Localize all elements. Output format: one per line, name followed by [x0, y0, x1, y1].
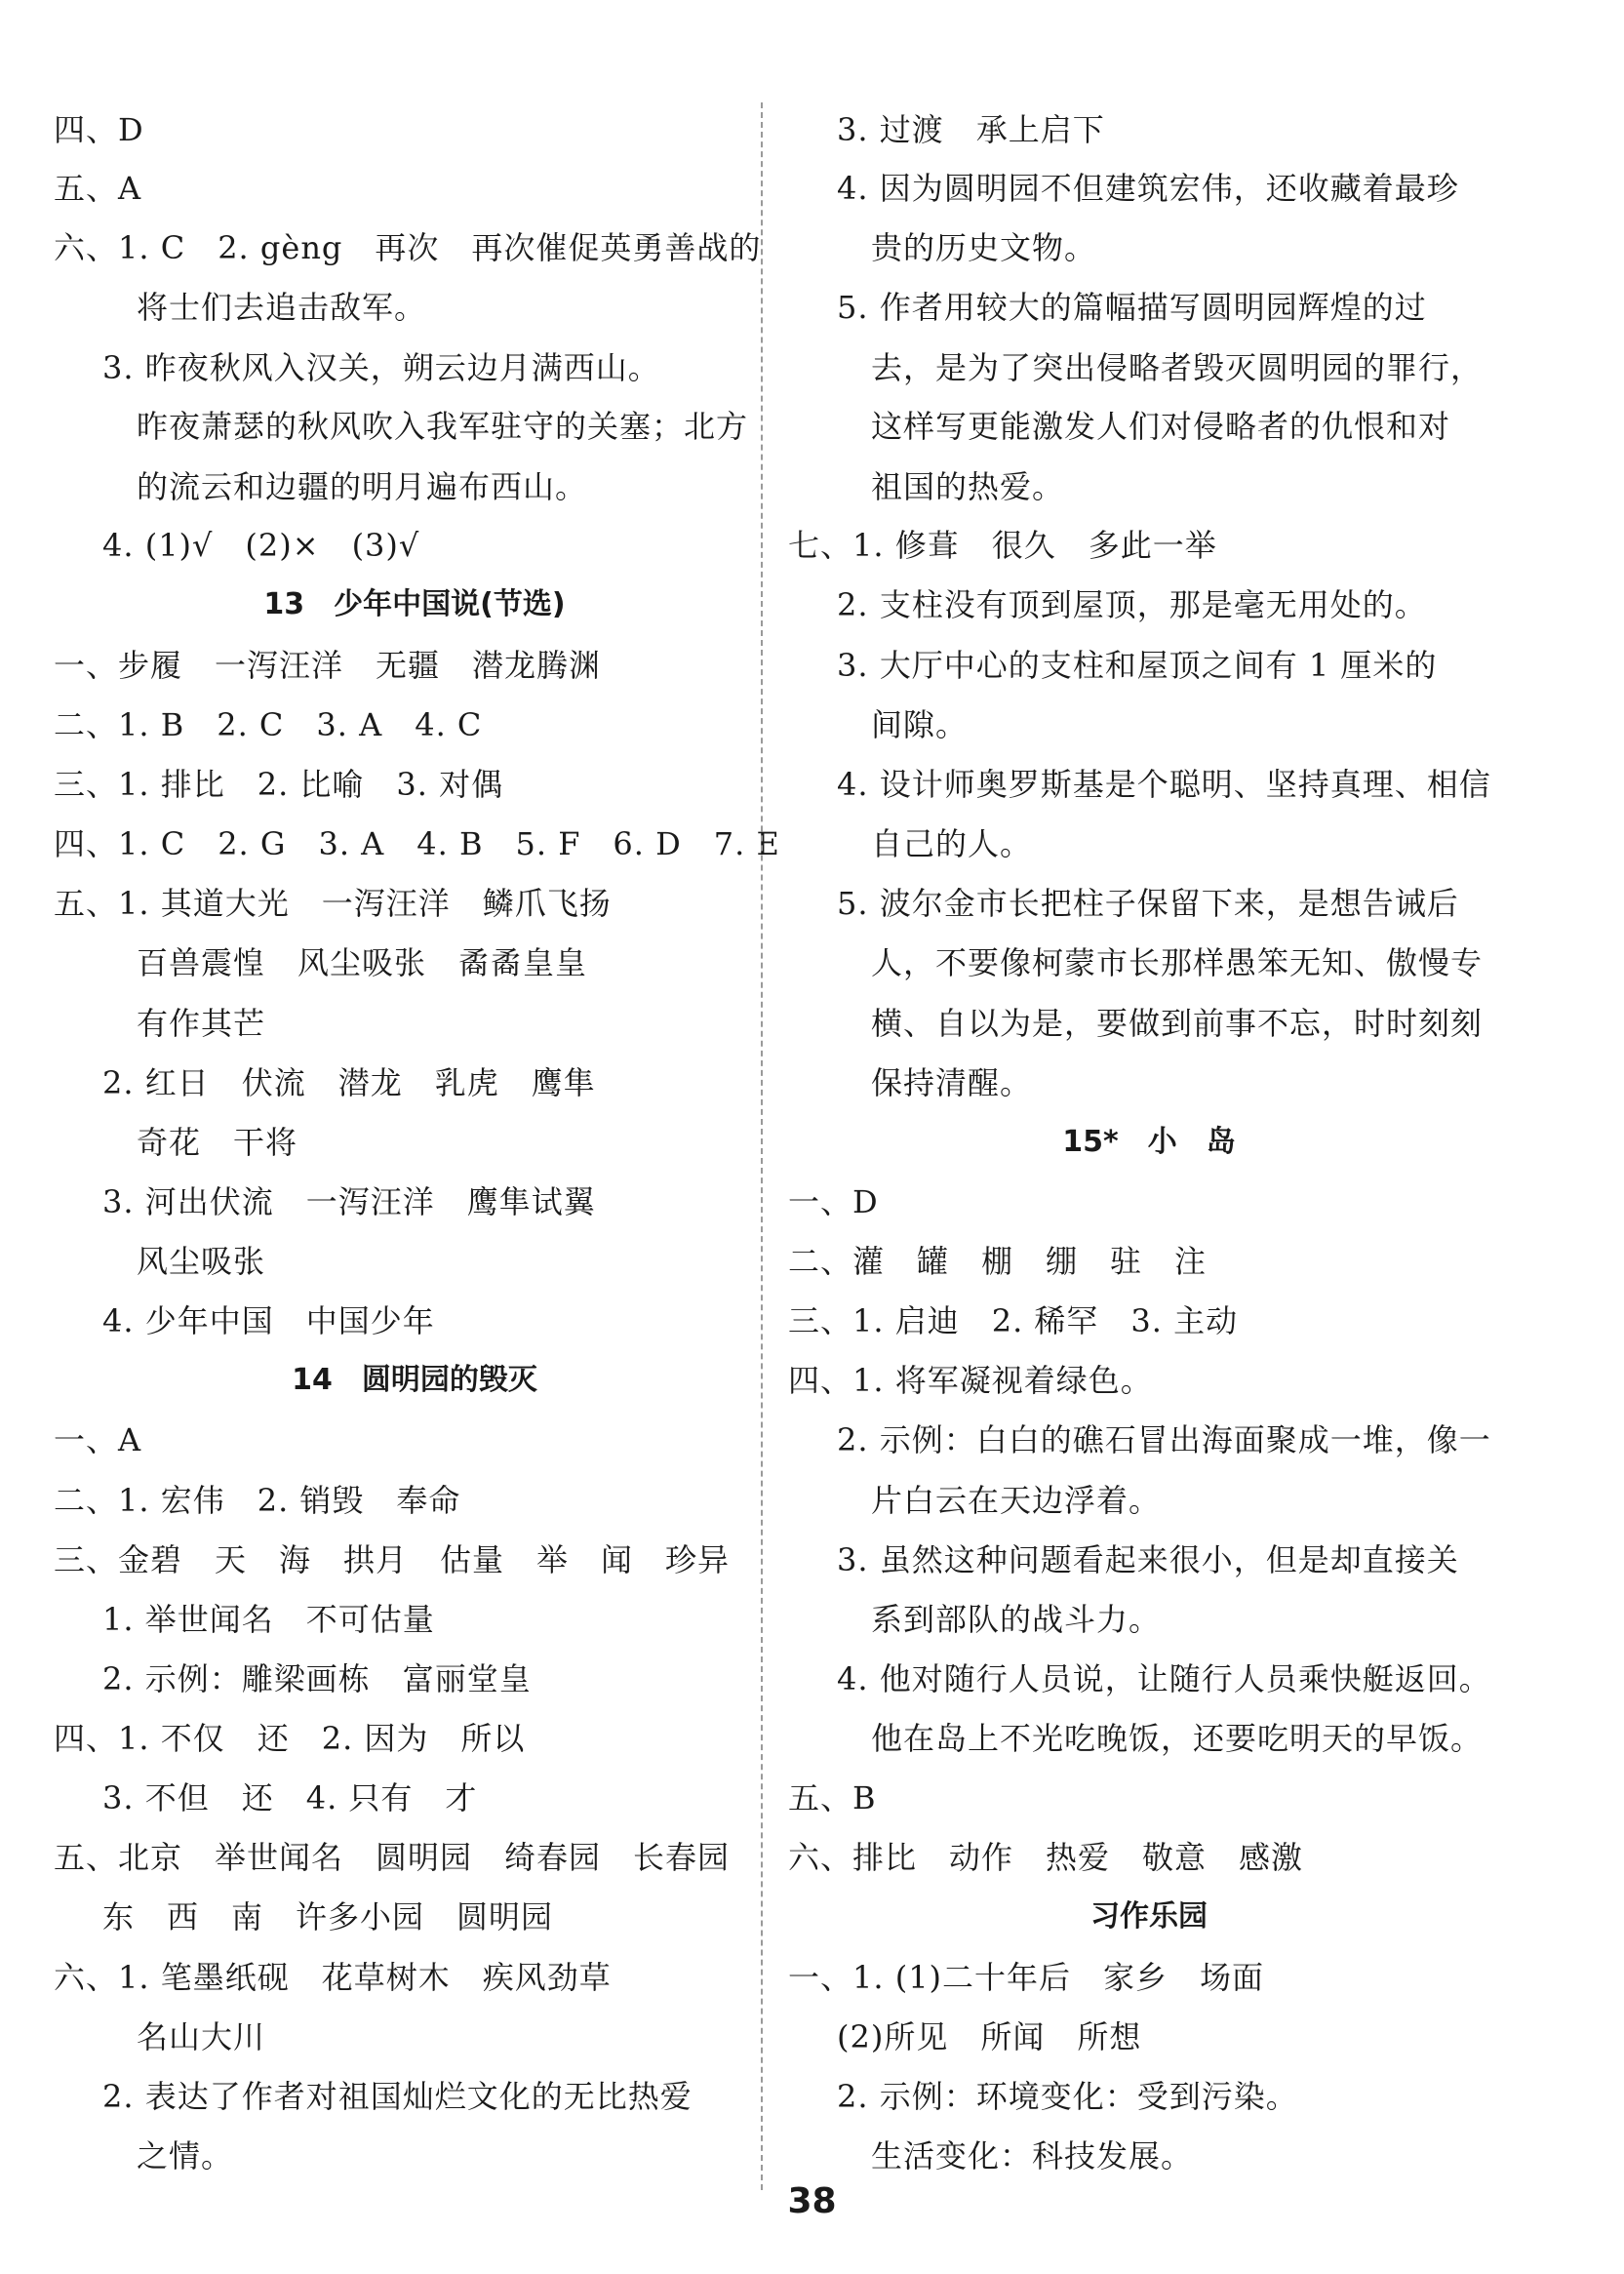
answer-line: 人，不要像柯蒙市长那样愚笨无知、傲慢专	[871, 944, 1484, 981]
answer-line: 系到部队的战斗力。	[871, 1601, 1162, 1638]
answer-line: 4. (1)√ (2)× (3)√	[102, 527, 420, 564]
answer-line: 2. 红日 伏流 潜龙 乳虎 鹰隼	[102, 1064, 596, 1101]
answer-line: 2. 示例：环境变化：受到污染。	[837, 2078, 1298, 2115]
answer-line: 三、1. 启迪 2. 稀罕 3. 主动	[788, 1302, 1239, 1339]
answer-line: 保持清醒。	[871, 1064, 1033, 1101]
answer-line: 六、1. C 2. gèng 再次 再次催促英勇善战的	[54, 229, 762, 266]
answer-line: 名山大川	[137, 2018, 266, 2055]
answer-line: 五、A	[54, 170, 142, 207]
answer-line: (2)所见 所闻 所想	[837, 2018, 1142, 2055]
answer-line: 三、金碧 天 海 拱月 估量 举 闻 珍异	[54, 1541, 731, 1578]
answer-line: 生活变化：科技发展。	[871, 2137, 1194, 2174]
answer-line: 3. 不但 还 4. 只有 才	[102, 1779, 478, 1816]
answer-line: 二、1. 宏伟 2. 销毁 奉命	[54, 1482, 461, 1519]
section-heading-15: 15* 小 岛	[1062, 1125, 1236, 1159]
answer-line: 3. 大厅中心的支柱和屋顶之间有 1 厘米的	[837, 647, 1438, 684]
answer-line: 1. 举世闻名 不可估量	[102, 1601, 435, 1638]
answer-line: 二、1. B 2. C 3. A 4. C	[54, 706, 483, 743]
answer-line: 这样写更能激发人们对侵略者的仇恨和对	[871, 408, 1451, 445]
answer-line: 将士们去追击敌军。	[137, 289, 427, 326]
answer-line: 4. 他对随行人员说，让随行人员乘快艇返回。	[837, 1660, 1491, 1697]
answer-line: 贵的历史文物。	[871, 229, 1097, 266]
answer-line: 有作其芒	[137, 1005, 266, 1042]
answer-line: 四、1. C 2. G 3. A 4. B 5. F 6. D 7. E	[54, 825, 780, 862]
answer-line: 五、B	[788, 1779, 877, 1816]
answer-line: 去，是为了突出侵略者毁灭圆明园的罪行，	[871, 349, 1484, 386]
answer-line: 他在岛上不光吃晚饭，还要吃明天的早饭。	[871, 1720, 1484, 1757]
answer-line: 片白云在天边浮着。	[871, 1482, 1162, 1519]
column-divider	[761, 102, 763, 2190]
answer-line: 二、灌 罐 棚 绷 驻 注	[788, 1243, 1208, 1280]
answer-line: 2. 示例：雕梁画栋 富丽堂皇	[102, 1660, 532, 1697]
page-number: 38	[787, 2181, 837, 2221]
section-heading-13: 13 少年中国说(节选)	[263, 587, 566, 621]
answer-line: 2. 支柱没有顶到屋顶，那是毫无用处的。	[837, 586, 1427, 623]
answer-line: 五、1. 其道大光 一泻汪洋 鳞爪飞扬	[54, 885, 612, 922]
answer-line: 祖国的热爱。	[871, 468, 1065, 505]
answer-line: 的流云和边疆的明月遍布西山。	[137, 468, 588, 505]
section-heading-writing: 习作乐园	[1090, 1899, 1208, 1934]
answer-line: 三、1. 排比 2. 比喻 3. 对偶	[54, 766, 504, 803]
section-heading-14: 14 圆明园的毁灭	[292, 1363, 537, 1397]
answer-line: 4. 少年中国 中国少年	[102, 1302, 435, 1339]
answer-line: 3. 河出伏流 一泻汪洋 鹰隼试翼	[102, 1183, 596, 1220]
answer-line: 百兽震惶 风尘吸张 矞矞皇皇	[137, 944, 588, 981]
answer-line: 昨夜萧瑟的秋风吹入我军驻守的关塞；北方	[137, 408, 749, 445]
answer-line: 一、D	[788, 1183, 879, 1220]
answer-line: 3. 虽然这种问题看起来很小，但是却直接关	[837, 1541, 1459, 1578]
answer-line: 3. 过渡 承上启下	[837, 111, 1105, 148]
answer-line: 四、1. 不仅 还 2. 因为 所以	[54, 1720, 526, 1757]
answer-line: 七、1. 修葺 很久 多此一举	[788, 527, 1217, 564]
answer-line: 4. 设计师奥罗斯基是个聪明、坚持真理、相信	[837, 766, 1491, 803]
answer-line: 2. 示例：白白的礁石冒出海面聚成一堆，像一	[837, 1421, 1491, 1458]
answer-line: 东 西 南 许多小园 圆明园	[102, 1898, 554, 1935]
answer-line: 5. 波尔金市长把柱子保留下来，是想告诫后	[837, 885, 1459, 922]
answer-line: 六、排比 动作 热爱 敬意 感激	[788, 1839, 1304, 1876]
answer-line: 奇花 干将	[137, 1124, 298, 1161]
answer-line: 之情。	[137, 2137, 234, 2174]
answer-line: 4. 因为圆明园不但建筑宏伟，还收藏着最珍	[837, 170, 1459, 207]
answer-line: 3. 昨夜秋风入汉关，朔云边月满西山。	[102, 349, 660, 386]
answer-line: 一、步履 一泻汪洋 无疆 潜龙腾渊	[54, 647, 602, 684]
answer-line: 间隙。	[871, 706, 969, 743]
answer-line: 5. 作者用较大的篇幅描写圆明园辉煌的过	[837, 289, 1427, 326]
answer-line: 横、自以为是，要做到前事不忘，时时刻刻	[871, 1005, 1484, 1042]
answer-line: 自己的人。	[871, 825, 1033, 862]
answer-line: 一、A	[54, 1421, 142, 1458]
answer-line: 一、1. (1)二十年后 家乡 场面	[788, 1959, 1265, 1996]
answer-line: 四、D	[54, 111, 144, 148]
answer-line: 五、北京 举世闻名 圆明园 绮春园 长春园	[54, 1839, 731, 1876]
answer-line: 六、1. 笔墨纸砚 花草树木 疾风劲草	[54, 1959, 612, 1996]
answer-line: 2. 表达了作者对祖国灿烂文化的无比热爱	[102, 2078, 693, 2115]
answer-line: 风尘吸张	[137, 1243, 266, 1280]
answer-line: 四、1. 将军凝视着绿色。	[788, 1362, 1153, 1399]
